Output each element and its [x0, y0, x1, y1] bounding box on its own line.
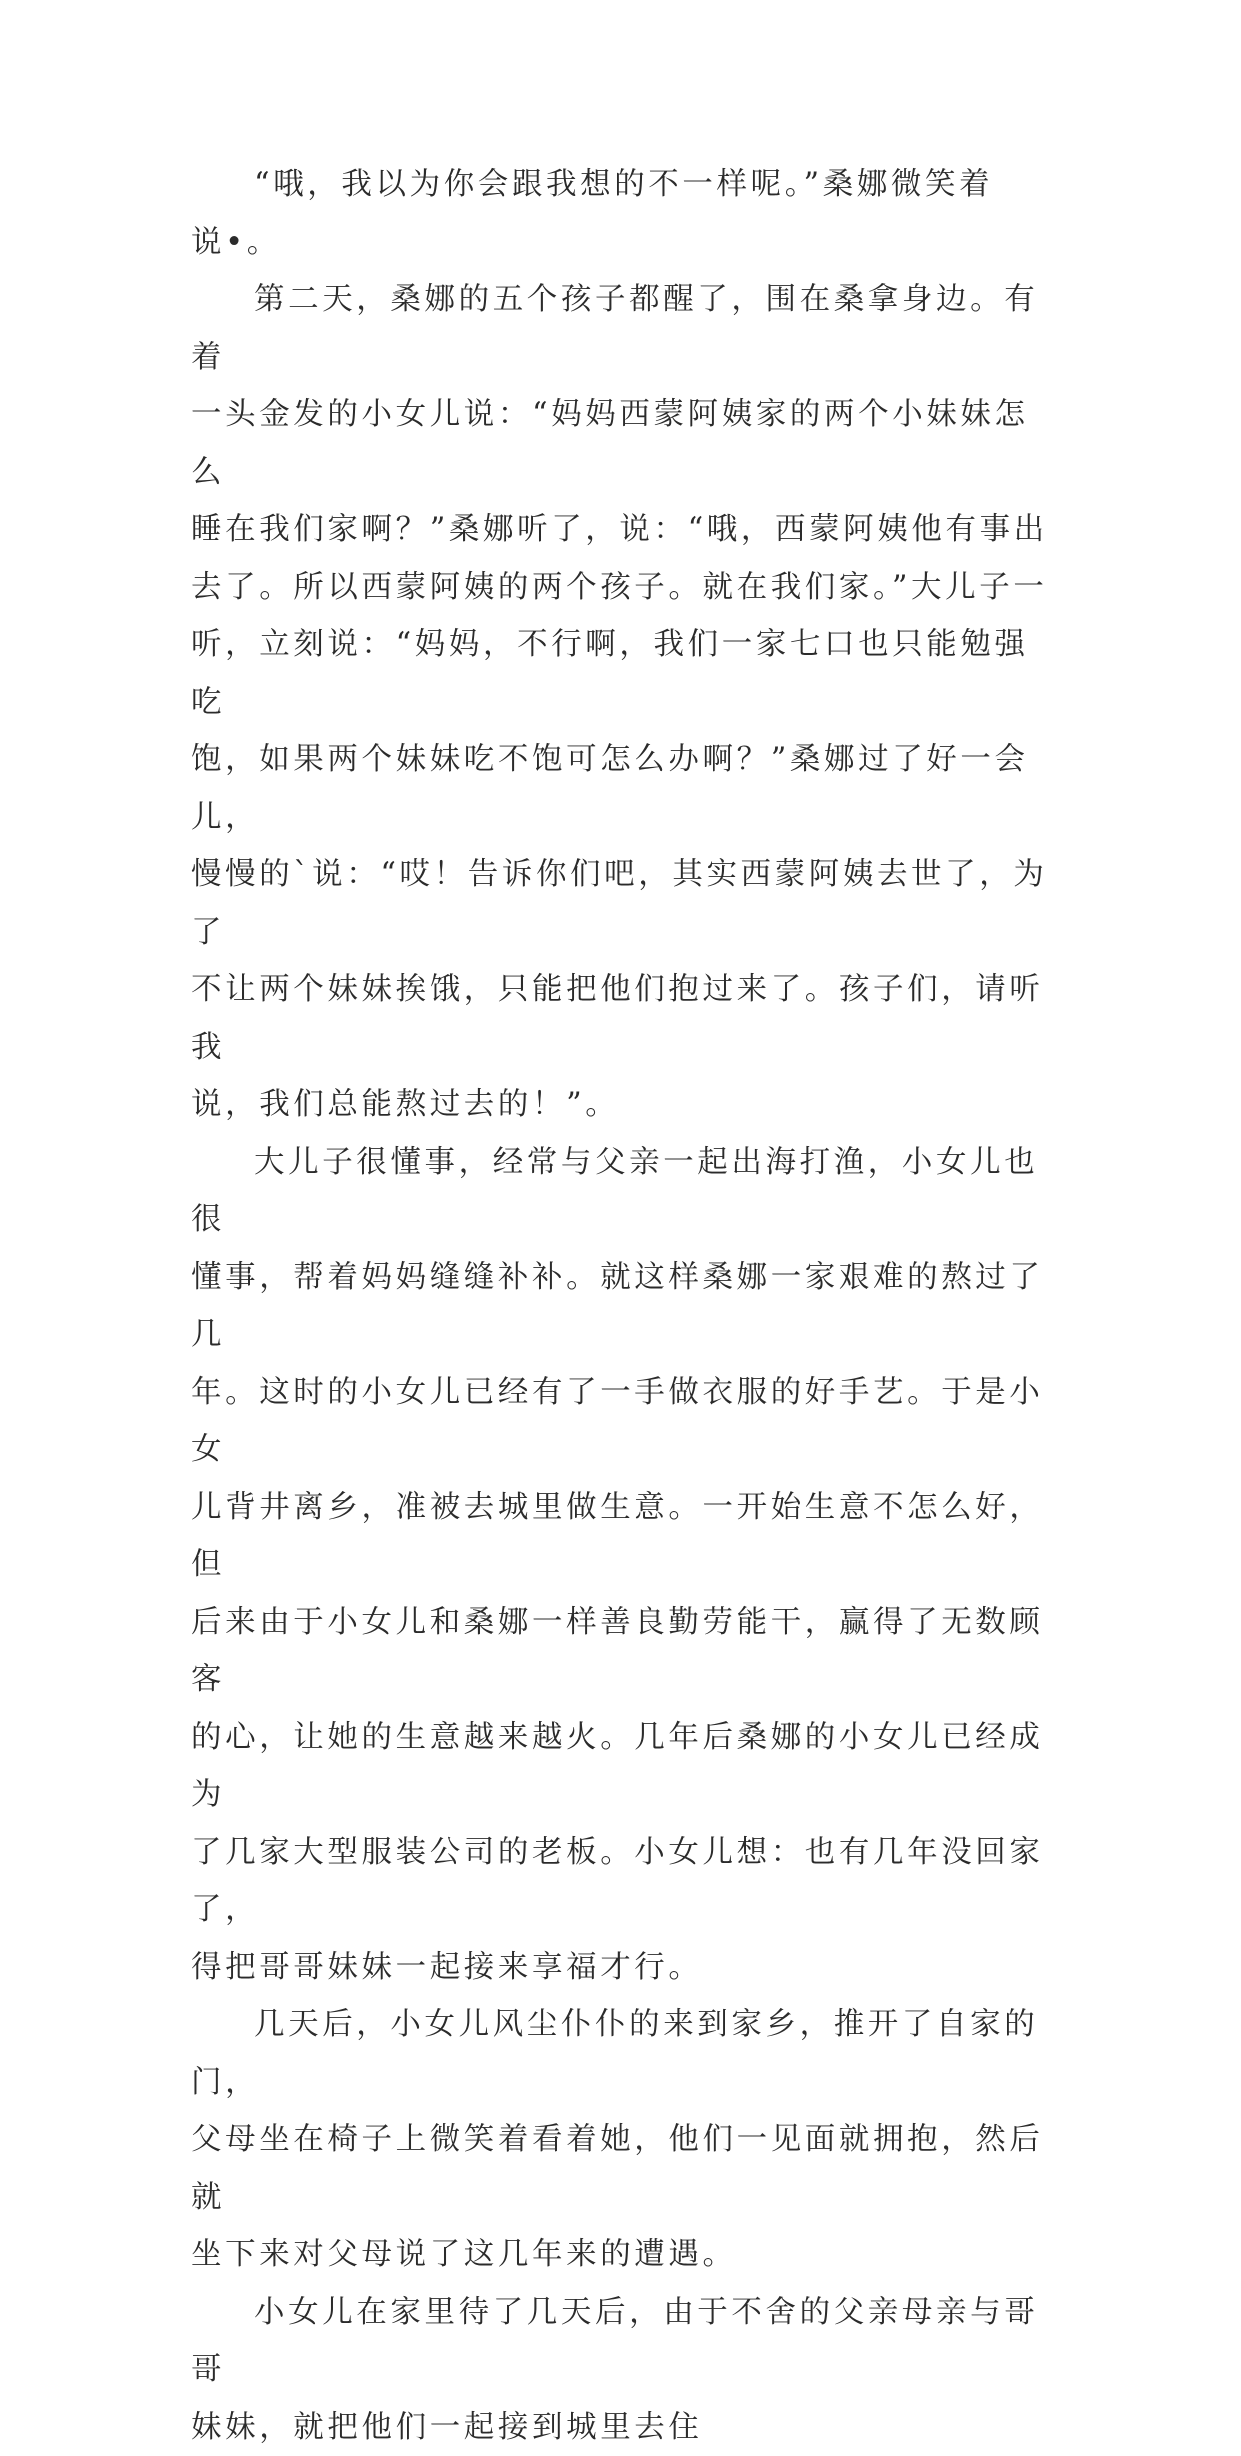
text-line: 去了。所以西蒙阿姨的两个孩子。就在我们家。”大儿子一 [191, 570, 1047, 605]
text-line: 大儿子很懂事，经常与父亲一起出海打渔，小女儿也很 [191, 1145, 1038, 1238]
text-line: 后来由于小女儿和桑娜一样善良勤劳能干，赢得了无数顾客 [191, 1605, 1044, 1698]
document-body [191, 156, 1051, 2456]
text-line: 小女儿在家里待了几天后，由于不舍的父亲母亲与哥哥 [191, 2295, 1038, 2388]
text-line: 说，我们总能熬过去的！”。 [191, 1087, 619, 1122]
text-line: 妹妹，就把他们一起接到城里去住 [191, 2410, 703, 2445]
text-line: 不让两个妹妹挨饿，只能把他们抱过来了。孩子们，请听我 [191, 972, 1044, 1065]
text-line: 懂事，帮着妈妈缝缝补补。就这样桑娜一家艰难的熬过了几 [191, 1260, 1044, 1353]
text-line: 一头金发的小女儿说：“妈妈西蒙阿姨家的两个小妹妹怎么 [191, 397, 1029, 490]
text-line: 父母坐在椅子上微笑着看着她，他们一见面就拥抱，然后就 [191, 2122, 1044, 2215]
paragraph [191, 156, 1051, 271]
text-line: 几天后，小女儿风尘仆仆的来到家乡，推开了自家的门， [191, 2007, 1038, 2100]
text-line: 听，立刻说：“妈妈，不行啊，我们一家七口也只能勉强吃 [191, 627, 1029, 720]
text-line: 睡在我们家啊？”桑娜听了，说：“哦，西蒙阿姨他有事出 [191, 512, 1048, 547]
paragraph [191, 2284, 1051, 2456]
paragraph [191, 1996, 1051, 2284]
text-line: 说•。 [191, 225, 281, 260]
text-line: 第二天，桑娜的五个孩子都醒了，围在桑拿身边。有着 [191, 282, 1038, 375]
text-line: 慢慢的`说：“哎！告诉你们吧，其实西蒙阿姨去世了，为了 [191, 857, 1047, 950]
text-line: 了几家大型服装公司的老板。小女儿想：也有几年没回家了， [191, 1835, 1044, 1928]
text-line: 饱，如果两个妹妹吃不饱可怎么办啊？”桑娜过了好一会儿， [191, 742, 1029, 835]
text-line: 年。这时的小女儿已经有了一手做衣服的好手艺。于是小女 [191, 1375, 1044, 1468]
text-line: “哦，我以为你会跟我想的不一样呢。”桑娜微笑着 [254, 167, 993, 202]
paragraph [191, 271, 1051, 1134]
text-line: 坐下来对父母说了这几年来的遭遇。 [191, 2237, 737, 2272]
text-line: 得把哥哥妹妹一起接来享福才行。 [191, 1950, 703, 1985]
paragraph [191, 1134, 1051, 1997]
text-line: 儿背井离乡，准被去城里做生意。一开始生意不怎么好，但 [191, 1490, 1044, 1583]
text-line: 的心，让她的生意越来越火。几年后桑娜的小女儿已经成为 [191, 1720, 1044, 1813]
